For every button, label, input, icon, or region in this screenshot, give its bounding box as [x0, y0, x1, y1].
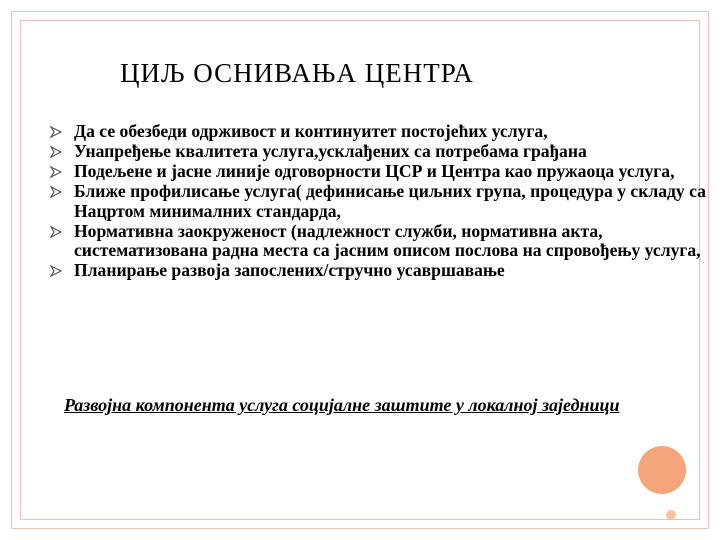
bullet-item [50, 142, 710, 162]
bullet-text: Ближе профилисање услуга( дефинисање циљних група, процедура у складу са Нацртом минималних стандарда, [74, 181, 706, 221]
arrow-bullet-icon [50, 186, 62, 198]
arrow-bullet-icon [50, 146, 62, 158]
decorative-small-circle [666, 510, 676, 520]
bullet-item [50, 122, 710, 142]
bullet-item [50, 222, 710, 261]
bullet-item [50, 162, 710, 182]
development-component-link[interactable]: Развојна компонента услуга социјалне заштите у локалној заједници [64, 395, 620, 415]
slide-title: ЦИЉ ОСНИВАЊА ЦЕНТРА [120, 58, 474, 88]
arrow-bullet-icon [50, 226, 62, 238]
bullet-text: Подељене и јасне линије одговорности ЦСР и Центра као пружаоца услуга, [74, 161, 675, 181]
bullet-text: Нормативна заокруженост (надлежност служби, нормативна акта, систематизована радна места са јасним описом послова на спровођењу услуга, [74, 220, 701, 260]
bullet-item [50, 182, 710, 221]
bullet-list [50, 122, 710, 281]
arrow-bullet-icon [50, 126, 62, 138]
decorative-circle [638, 446, 686, 494]
bullet-text: Унапређење квалитета услуга,усклађених са потребама грађана [74, 141, 587, 161]
arrow-bullet-icon [50, 166, 62, 178]
arrow-bullet-icon [50, 265, 62, 277]
bullet-text: Планирање развоја запослених/стручно усавршавање [74, 260, 505, 280]
bullet-text: Да се обезбеди одрживост и континуитет постојећих услуга, [74, 121, 548, 141]
bullet-item [50, 261, 710, 281]
